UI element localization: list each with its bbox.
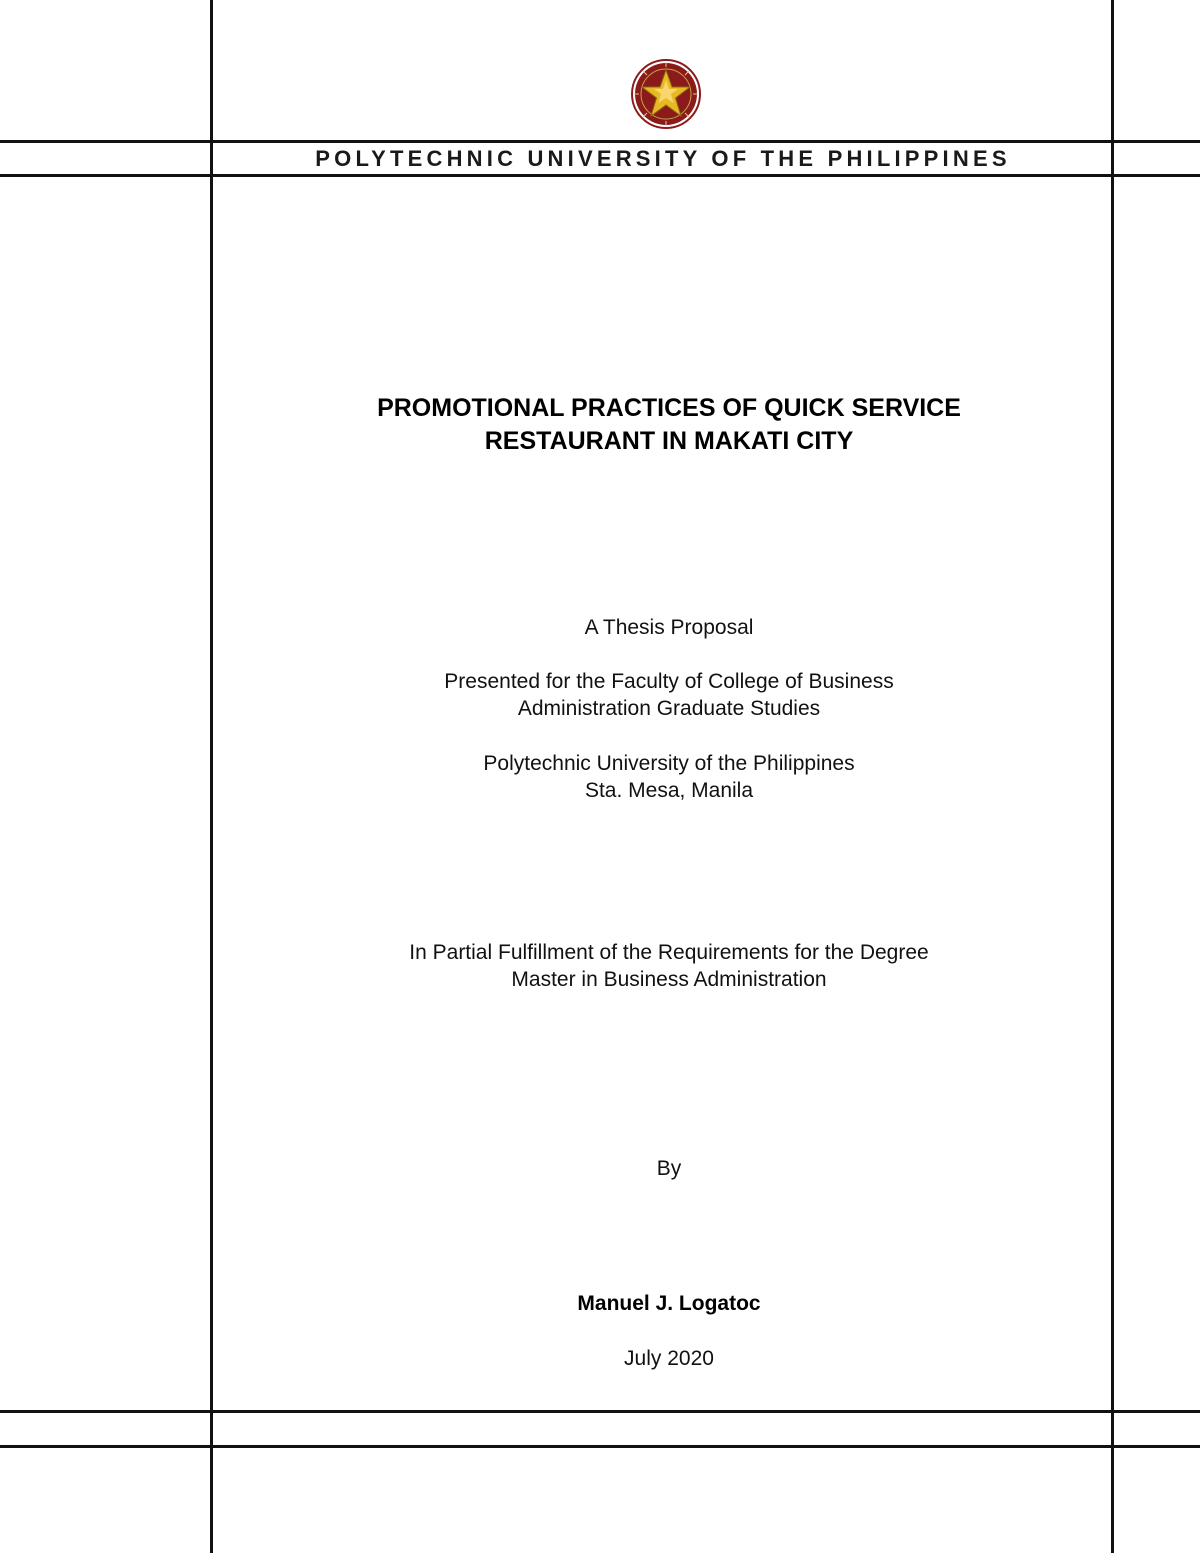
- institution-name: Polytechnic University of the Philippines: [483, 752, 855, 775]
- footer-bottom-line: [0, 1445, 1200, 1448]
- footer-top-line: [0, 1410, 1200, 1413]
- university-seal-icon: [630, 58, 702, 130]
- thesis-title-line-1: PROMOTIONAL PRACTICES OF QUICK SERVICE: [377, 394, 961, 422]
- institution-location: Sta. Mesa, Manila: [584, 779, 754, 802]
- author-name: Manuel J. Logatoc: [577, 1292, 761, 1315]
- left-border-line: [210, 0, 213, 1553]
- fulfillment-line-1: In Partial Fulfillment of the Requirements for the Degree: [409, 941, 929, 964]
- document-type: [214, 614, 1124, 641]
- thesis-title: [214, 392, 1124, 458]
- fulfillment-line-2: Master in Business Administration: [511, 968, 827, 991]
- by-label: [214, 1155, 1124, 1182]
- presented-for: [214, 668, 1124, 722]
- document-type-text: A Thesis Proposal: [584, 616, 754, 639]
- institution-block: [214, 750, 1124, 804]
- submission-date: July 2020: [624, 1347, 714, 1370]
- date-block: [214, 1345, 1124, 1372]
- university-name-header: POLYTECHNIC UNIVERSITY OF THE PHILIPPINES: [315, 146, 1011, 171]
- presented-for-line-1: Presented for the Faculty of College of Business: [444, 670, 894, 693]
- presented-for-line-2: Administration Graduate Studies: [517, 697, 821, 720]
- by-text: By: [656, 1157, 682, 1180]
- thesis-title-line-2: RESTAURANT IN MAKATI CITY: [484, 427, 854, 455]
- fulfillment-block: [214, 939, 1124, 993]
